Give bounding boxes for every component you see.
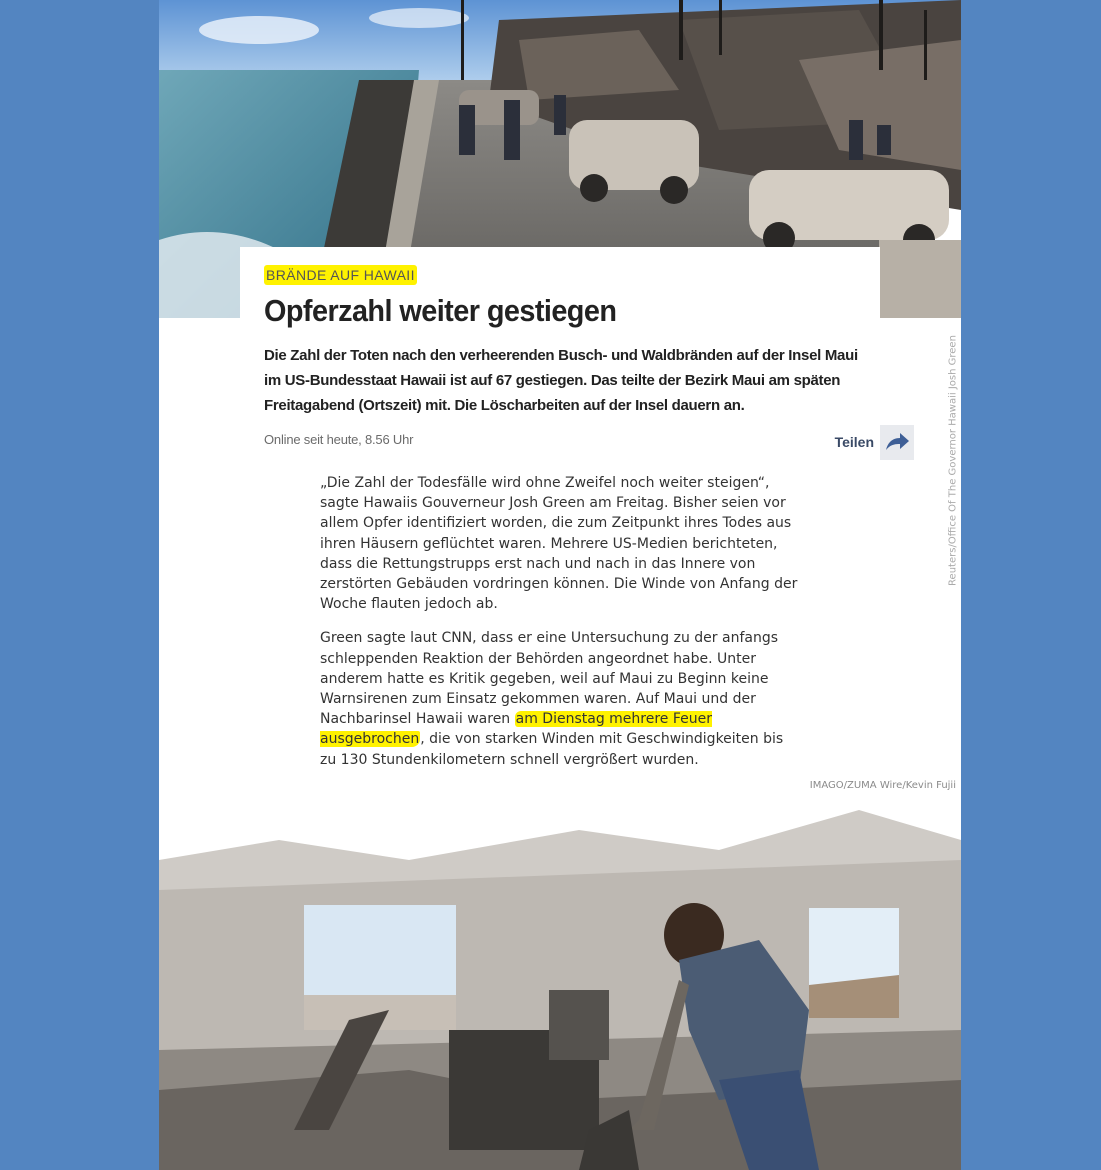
highlighted-text: am Dienstag mehrere Feuer ausgebrochen [320,711,713,748]
lead-paragraph: Die Zahl der Toten nach den verheerenden Busch- und Waldbränden auf der Insel Maui im US-Bundesstaat Hawaii ist auf 67 gestiegen. Das teilte der Bezirk Maui am späten Freitagabend (Ortszeit) mit. Die Löscharbeiten auf der Insel dauern an. [264,347,858,414]
publish-timestamp: Online seit heute, 8.56 Uhr [264,432,414,447]
article [159,0,961,1170]
topic-kicker[interactable]: BRÄNDE AUF HAWAII [266,267,415,283]
body-paragraph: „Die Zahl der Todesfälle wird ohne Zweifel noch weiter steigen“, sagte Hawaiis Gouverneur Josh Green am Freitag. Bisher seien vor allem Opfer identifiziert worden, die zum Zeitpunkt ihres Todes aus ihren Häusern geflüchtet waren. Mehrere US-Medien berichteten, dass die Rettungstrupps erst nach und nach in das Innere von zerstörten Gebäuden vordringen können. Die Winde von Anfang der Woche flauten jedoch ab. [320,475,798,613]
headline: Opferzahl weiter gestiegen [264,293,617,328]
share-arrow-icon[interactable] [880,425,914,460]
meta-row [264,424,914,460]
share-label[interactable]: Teilen [834,434,874,450]
photo-credit: IMAGO/ZUMA Wire/Kevin Fujii [809,780,956,791]
share-button[interactable] [835,424,914,460]
hero-photo-credit: Reuters/Office Of The Governor Hawaii Josh Green [947,335,959,586]
body-paragraph: Green sagte laut CNN, dass er eine Untersuchung zu der anfangs schleppenden Reaktion der Behörden angeordnet habe. Unter anderem hatte es Kritik gegeben, weil auf Maui zu Beginn keine Warnsirenen zum Einsatz gekommen waren. Auf Maui und der Nachbarinsel Hawaii waren am Dienstag mehrere Feuer ausgebrochen, die von starken Winden mit Geschwindigkeiten bis zu 130 Stundenkilometern schnell vergrößert wurden. [320,630,784,768]
second-photo [159,800,961,1170]
article-body [320,473,800,784]
